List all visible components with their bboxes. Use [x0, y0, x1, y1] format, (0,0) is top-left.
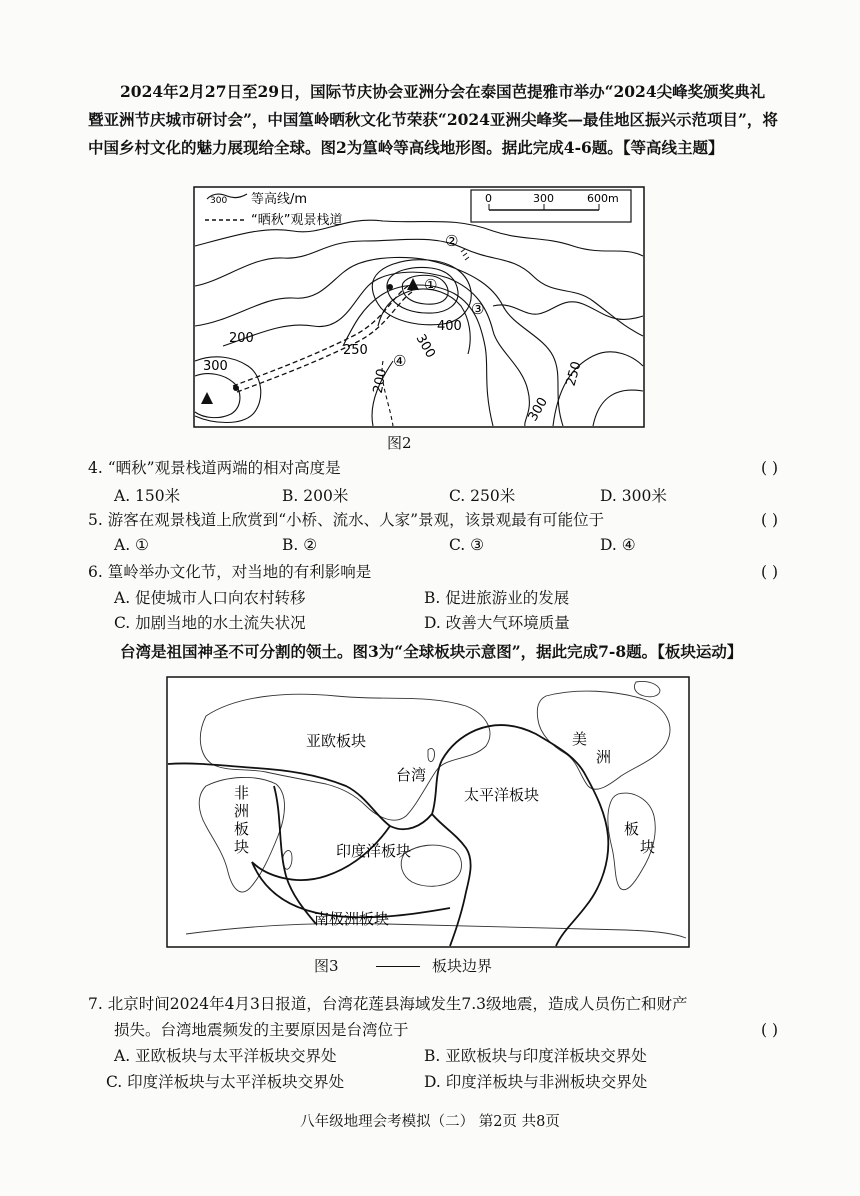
question-7 — [88, 992, 788, 1017]
q4-option-c: C. 250米 — [449, 487, 516, 505]
q4-option-d: D. 300米 — [600, 487, 667, 505]
question-7-answer-blank: ( ) — [760, 1021, 778, 1039]
intro-paragraph-1 — [88, 78, 778, 162]
scale-label-0: 0 — [485, 192, 492, 205]
page-footer: 八年级地理会考模拟（二） 第2页 共8页 — [300, 1114, 560, 1130]
svg-text:美: 美 — [572, 730, 588, 748]
q7-option-b: B. 亚欧板块与印度洋板块交界处 — [424, 1047, 647, 1065]
intro-text-1: 2024年2月27日至29日，国际节庆协会亚洲分会在泰国芭提雅市举办“2024尖峰奖颁奖典礼暨亚洲节庆城市研讨会”，中国篁岭晒秋文化节荣获“2024亚洲尖峰奖—最佳地区振兴示范项目”，将中国乡村文化的魅力展现给全球。图2为篁岭等高线地形图。据此完成4-6题。【等高线主题】 — [88, 82, 778, 157]
q7-option-c: C. 印度洋板块与太平洋板块交界处 — [106, 1073, 345, 1091]
label-antarctic-plate: 南极洲板块 — [314, 910, 390, 928]
point-1: ① — [424, 276, 438, 294]
intro-paragraph-2 — [88, 638, 778, 666]
figure-3-caption: 图3 — [314, 957, 339, 975]
q6-option-c: C. 加剧当地的水土流失状况 — [114, 614, 306, 632]
question-4 — [88, 456, 778, 481]
q6-option-d: D. 改善大气环境质量 — [424, 614, 570, 632]
label-eurasian-plate: 亚欧板块 — [306, 732, 367, 750]
question-7-line2 — [114, 1018, 778, 1043]
elev-label-300-east: 300 — [525, 395, 551, 425]
q6-option-a: A. 促使城市人口向农村转移 — [114, 589, 306, 607]
point-2: ② — [445, 232, 459, 250]
label-african-plate — [234, 784, 249, 856]
trail-end-west — [233, 385, 239, 391]
svg-text:块: 块 — [234, 838, 250, 856]
q4-option-b: B. 200米 — [282, 487, 349, 505]
label-pacific-plate: 太平洋板块 — [464, 786, 540, 804]
svg-text:板: 板 — [624, 820, 640, 838]
legend-trail-label: “晒秋”观景栈道 — [251, 213, 343, 228]
elev-label-250: 250 — [343, 343, 368, 358]
trail-end-east — [387, 284, 393, 290]
scale-bar — [471, 190, 631, 222]
question-5-stem: 5. 游客在观景栈道上欣赏到“小桥、流水、人家”景观，该景观最有可能位于 — [88, 511, 605, 529]
svg-text:板: 板 — [234, 820, 250, 838]
question-5 — [88, 508, 778, 533]
q7-option-d: D. 印度洋板块与非洲板块交界处 — [424, 1073, 648, 1091]
q5-option-a: A. ① — [114, 536, 149, 554]
svg-text:洲: 洲 — [234, 802, 250, 820]
figure-2-caption: 图2 — [387, 434, 412, 452]
svg-text:洲: 洲 — [596, 748, 612, 766]
label-indian-ocean-plate: 印度洋板块 — [336, 842, 412, 860]
question-4-stem: 4. “晒秋”观景栈道两端的相对高度是 — [88, 459, 341, 477]
svg-text:块: 块 — [640, 838, 656, 856]
point-4: ④ — [393, 352, 407, 370]
q5-option-b: B. ② — [282, 536, 318, 554]
question-6-stem: 6. 篁岭举办文化节，对当地的有利影响是 — [88, 563, 372, 581]
q6-option-b: B. 促进旅游业的发展 — [424, 589, 570, 607]
question-4-answer-blank: ( ) — [760, 459, 778, 477]
question-7-stem-line2: 损失。台湾地震频发的主要原因是台湾位于 — [114, 1021, 409, 1039]
boundary-legend-label: 板块边界 — [432, 957, 493, 975]
elev-label-200-south: 200 — [370, 367, 390, 395]
elev-label-300: 300 — [412, 331, 438, 361]
question-5-answer-blank: ( ) — [760, 511, 778, 529]
plate-map — [166, 676, 690, 948]
q7-option-a: A. 亚欧板块与太平洋板块交界处 — [114, 1047, 337, 1065]
elev-label-400: 400 — [437, 319, 462, 334]
legend-contour-sample: 300 — [210, 196, 228, 206]
question-6 — [88, 560, 778, 585]
scale-label-600: 600m — [587, 192, 619, 205]
q5-option-c: C. ③ — [449, 536, 485, 554]
elev-label-200: 200 — [229, 331, 254, 346]
legend-contour-label: 等高线/m — [251, 192, 308, 207]
question-7-stem-line1: 7. 北京时间2024年4月3日报道，台湾花莲县海域发生7.3级地震，造成人员伤亡和财产 — [88, 995, 688, 1013]
elev-label-300-west: 300 — [203, 359, 228, 374]
boundary-legend-line — [376, 966, 420, 967]
q4-option-a: A. 150米 — [114, 487, 181, 505]
contour-map — [193, 186, 645, 428]
point-3: ③ — [471, 300, 485, 318]
scale-label-300: 300 — [533, 192, 554, 205]
q5-option-d: D. ④ — [600, 536, 636, 554]
question-6-answer-blank: ( ) — [760, 563, 778, 581]
label-taiwan: 台湾 — [396, 766, 427, 784]
svg-text:非: 非 — [234, 784, 250, 802]
elev-label-250-east: 250 — [563, 359, 585, 388]
intro-text-2: 台湾是祖国神圣不可分割的领土。图3为“全球板块示意图”，据此完成7-8题。【板块运动】 — [120, 642, 743, 661]
